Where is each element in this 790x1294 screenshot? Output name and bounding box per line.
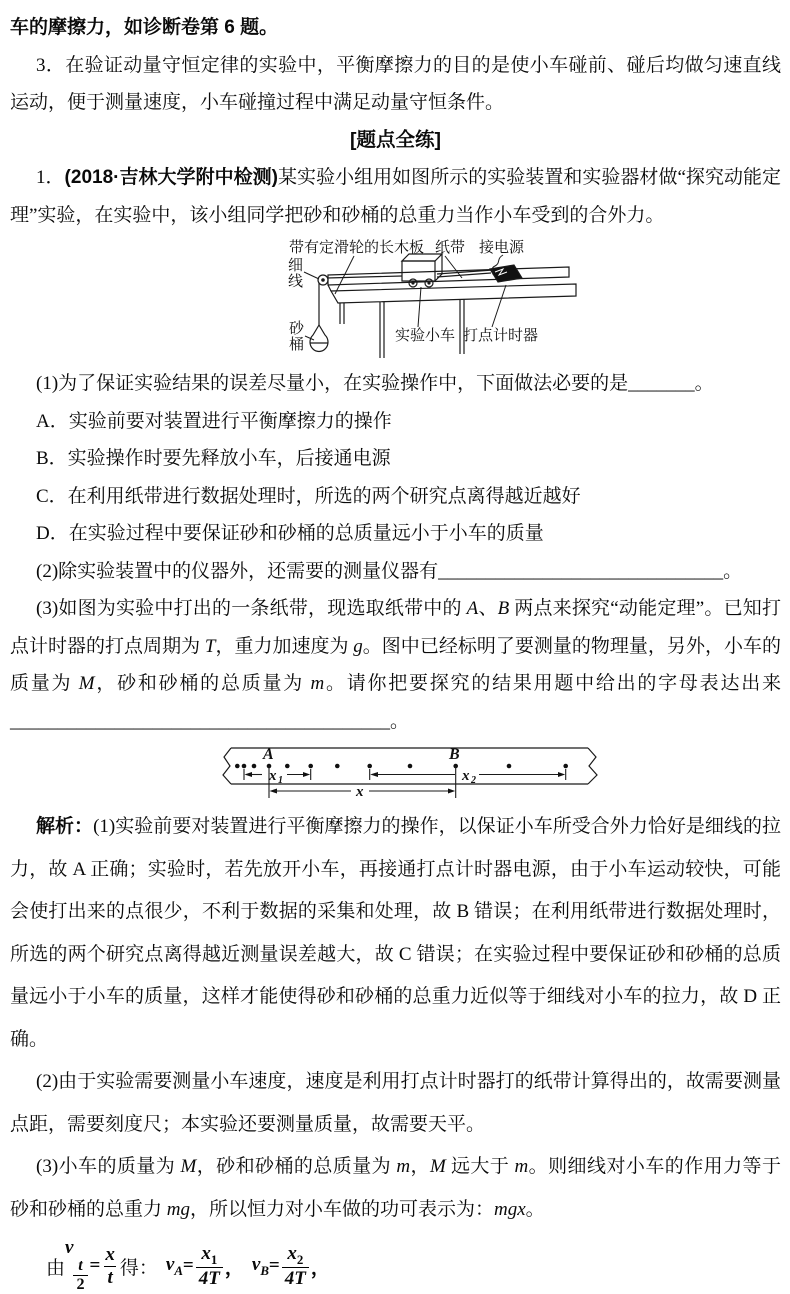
solution-part-3: (3)小车的质量为 M，砂和砂桶的总质量为 m，M 远大于 m。则细线对小车的作用力等于砂和砂桶的总重力 mg，所以恒力对小车做的功可表示为：mgx。 [10,1156,781,1220]
solution-part-1: 解析：(1)实验前要对装置进行平衡摩擦力的操作，以保证小车所受合外力恰好是细线的拉力，故 A 正确；实验时，若先放开小车，再接通打点计时器电源，由于小车运动较快，可能会使打出来的点很少，不利于数据的采集和处理，故 B 错误；在利用纸带进行数据处理时，所选的两个研究点离得越近测量误差越大，故 C 错误；在实验过程中要保证砂和砂桶的总质量远小于小车的质量，这样才能使得砂和砂桶的总重力近似等于细线对小车的拉力，故 D 正确。 [10,816,781,1050]
tape-label-x2-base: x [462,768,470,784]
tape-label-x1-base: x [269,768,277,784]
label-string-char2: 线 [288,274,304,290]
solution-part-2: (2)由于实验需要测量小车速度，速度是利用打点计时器打的纸带计算得出的，故需要测量点距，需要刻度尺；本实验还要测量质量，故需要天平。 [10,1071,781,1135]
label-tape: 纸带 [435,240,466,256]
tape-label-b: B [449,746,460,763]
formula-eq2: = [182,1255,194,1276]
label-board: 带有定滑轮的长木板 [289,240,425,256]
tape-label-x1-sub: 1 [278,775,283,786]
formula-lead: 由 [46,1257,66,1279]
formula-comma2: ， [310,1257,330,1279]
tape-figure [217,745,601,803]
formula-x-over-t: $\frac{x}{t}$ [105,1244,115,1288]
velocity-formula-line [10,1237,781,1294]
formula-eq3: = [268,1255,280,1276]
formula-x1-over-4T: $\frac{x_1}{4T}$ [196,1243,223,1290]
formula-eq1: = [89,1255,101,1276]
intro-line: 车的摩擦力，如诊断卷第 6 题。 [10,17,279,38]
formula-vB: $v_B$ [251,1253,269,1278]
label-power: 接电源 [479,240,525,256]
section-header: [题点全练] [350,128,441,151]
option-c: C．在利用纸带进行数据处理时，所选的两个研究点离得越近越好 [36,485,581,507]
point-3-paragraph: 3．在验证动量守恒定律的实验中，平衡摩擦力的目的是使小车碰前、碰后均做匀速直线运动，便于测量速度，小车碰撞过程中满足动量守恒条件。 [10,54,781,113]
option-a: A．实验前要对装置进行平衡摩擦力的操作 [36,410,392,432]
tape-dots [235,764,568,769]
tape-label-x: x [356,784,364,800]
question-1: (1)为了保证实验结果的误差尽量小，在实验操作中，下面做法必要的是_______。 [36,373,714,394]
problem-1-stem: 1．(2018·吉林大学附中检测)某实验小组用如图所示的实验装置和实验器材做“探究动能定理”实验，在实验中，该小组同学把砂和砂桶的总重力当作小车受到的合外力。 [10,167,782,226]
option-d: D．在实验过程中要保证砂和砂桶的总质量远小于小车的质量 [36,523,544,544]
apparatus-figure [232,239,580,365]
label-bucket-char1: 砂 [289,321,305,337]
formula-vA: $v_A$ [165,1253,183,1278]
label-string-char1: 细 [288,258,304,274]
label-bucket-char2: 桶 [289,337,305,353]
label-timer: 打点计时器 [463,328,539,344]
tape-dimension-lines [244,766,566,798]
tape-label-a: A [263,746,274,763]
string-line [327,276,402,278]
question-3: (3)如图为实验中打出的一条纸带，现选取纸带中的 A、B 两点来探究“动能定理”。已知打点计时器的打点周期为 T，重力加速度为 g。图中已经标明了要测量的物理量，另外，小车的质量为 M，砂和砂桶的总质量为 m。请你把要探究的结果用题中给出的字母表达出来________________________________________。 [10,598,781,732]
option-b: B．实验操作时要先释放小车，后接通电源 [36,448,391,469]
formula-v-half-t: v $\frac{t}{2}$ [65,1237,90,1294]
question-2: (2)除实验装置中的仪器外，还需要的测量仪器有______________________________。 [36,560,743,582]
formula-x2-over-4T: $\frac{x_2}{4T}$ [282,1243,309,1290]
sand-bucket-shape [310,325,328,352]
tape-label-x2-sub: 2 [471,775,476,786]
formula-comma1: ， [224,1257,244,1279]
label-cart: 实验小车 [395,328,456,344]
formula-derive: 得： [119,1257,158,1279]
table-top-shape [331,284,576,303]
